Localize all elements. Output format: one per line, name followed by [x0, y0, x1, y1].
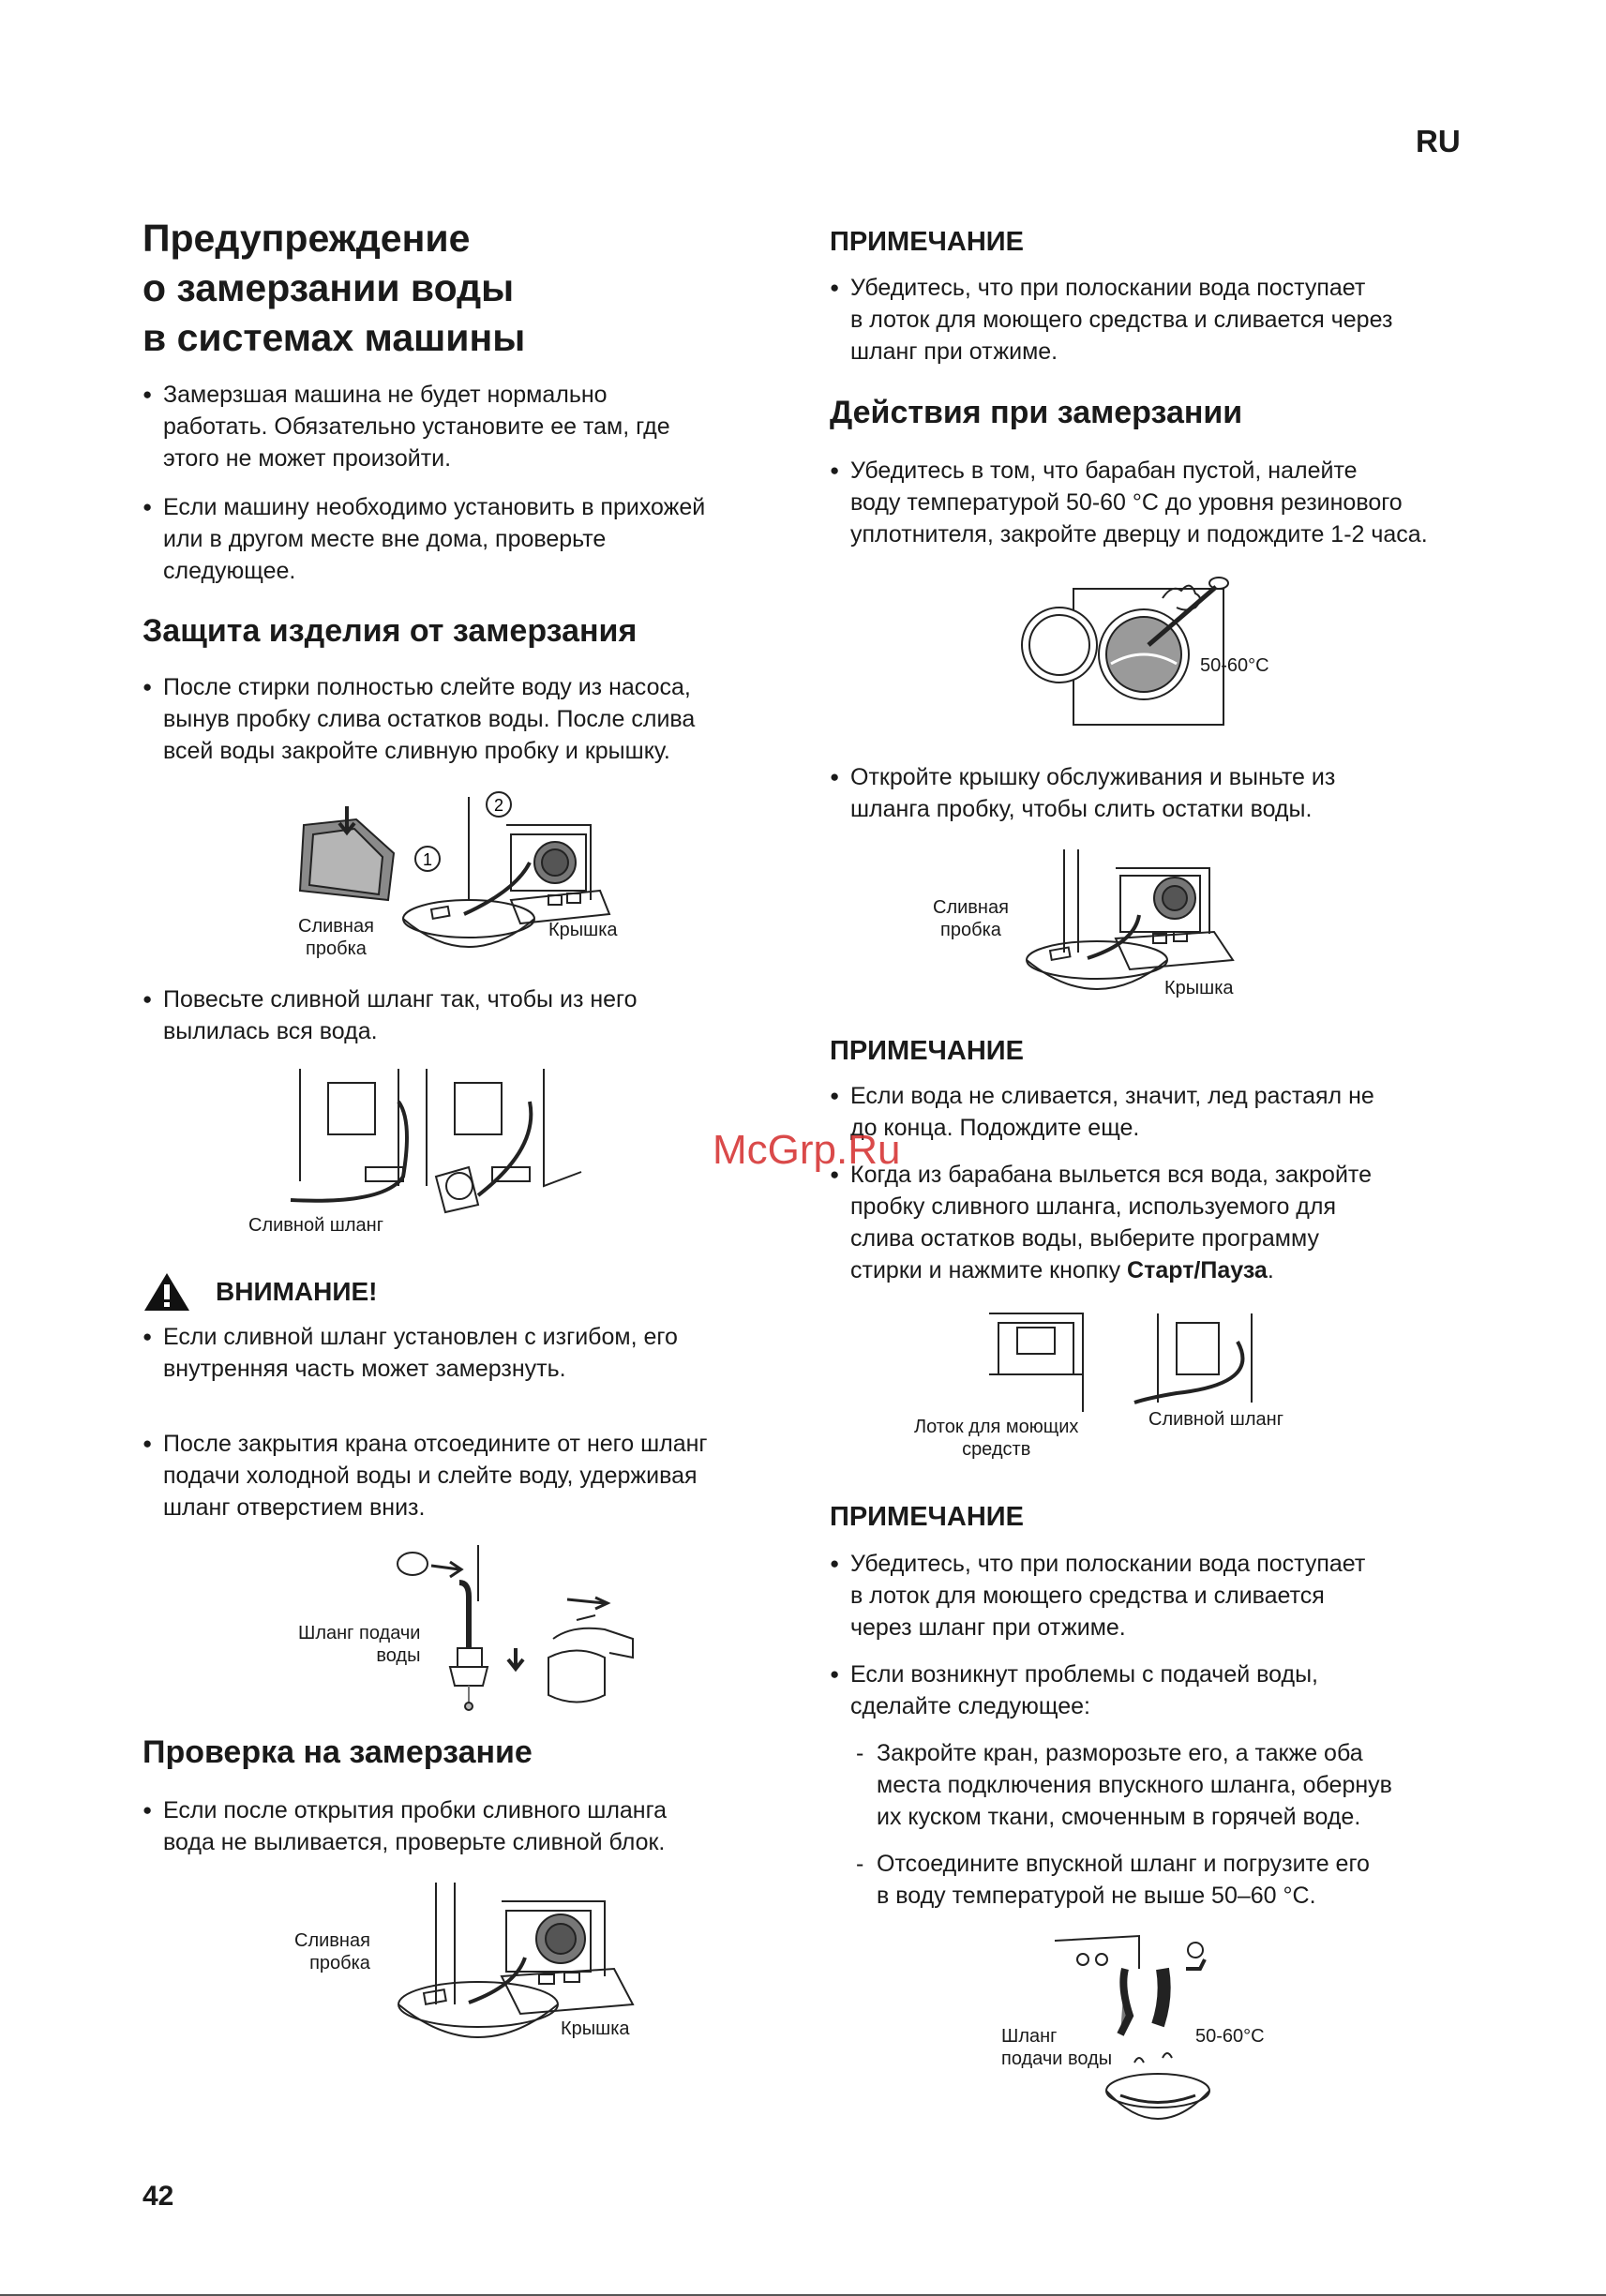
watermark: McGrp.Ru: [713, 1127, 901, 1173]
bullet-item: [143, 1794, 799, 1858]
drain-hose-illustration: [272, 1064, 591, 1223]
text-line: шланг при отжиме.: [850, 338, 1058, 365]
text-line: ● Когда из барабана выльется вся вода, закройте: [850, 1162, 1372, 1188]
warning-bullet-2: [143, 1428, 799, 1523]
start-pause-label: Старт/Пауза: [1127, 1257, 1268, 1283]
intro-bullet: [143, 491, 799, 587]
text-line: уплотнителя, закройте дверцу и подождите 1-2 часа.: [850, 521, 1428, 548]
drain-plug-label-3: [933, 896, 1009, 941]
drain-hose-label-2: Сливной шланг: [1148, 1409, 1283, 1430]
bullet-item: [143, 983, 799, 1047]
caption-line: Лоток для моющих: [914, 1417, 1079, 1437]
text-line: ● Если возникнут проблемы с подачей воды,: [850, 1661, 1318, 1688]
title-line: Предупреждение: [143, 217, 471, 260]
title-line: о замерзании воды: [143, 266, 515, 309]
tray-and-hose-illustration: [989, 1309, 1270, 1421]
note-heading-3: ПРИМЕЧАНИЕ: [830, 1502, 1024, 1532]
protect-bullet: [143, 671, 799, 767]
protect-bullet-2: [143, 983, 799, 1047]
inlet-hose-label: [298, 1622, 420, 1667]
warning-bullet-1: [143, 1321, 799, 1385]
text-line: ● После закрытия крана отсоедините от него шланг: [163, 1431, 708, 1457]
text-line: внутренняя часть может замерзнуть.: [163, 1356, 566, 1382]
text-line: места подключения впускного шланга, обернув: [877, 1772, 1392, 1798]
text-line: работать. Обязательно установите ее там, где: [163, 413, 670, 440]
text-span: .: [1267, 1257, 1274, 1283]
text-line: сделайте следующее:: [850, 1693, 1090, 1719]
left-column: [143, 214, 789, 363]
inlet-hose-illustration: [394, 1545, 647, 1714]
text-line: ● Замерзшая машина не будет нормально: [163, 382, 608, 408]
text-line: следующее.: [163, 558, 296, 584]
text-line: ● Если после открытия пробки сливного шланга: [163, 1797, 668, 1823]
drain-plug-label-2: [294, 1929, 370, 1974]
text-line: этого не может произойти.: [163, 445, 452, 472]
text-line: до конца. Подождите еще.: [850, 1115, 1140, 1141]
caption-line: воды: [376, 1645, 421, 1666]
text-span: стирки и нажмите кнопку: [850, 1257, 1128, 1283]
text-line: ● После стирки полностью слейте воду из насоса,: [163, 674, 691, 700]
language-code: RU: [1416, 124, 1461, 158]
warning-icon: [143, 1271, 191, 1313]
inlet-temperature-label: 50-60°C: [1195, 2026, 1265, 2047]
text-line: ● Убедитесь в том, что барабан пустой, налейте: [850, 458, 1358, 484]
warning-header: [143, 1271, 799, 1313]
bullet-item: [143, 1321, 799, 1385]
text-line: слива остатков воды, выберите программу: [850, 1225, 1319, 1252]
caption-line: Сливная: [294, 1930, 370, 1951]
text-line: [850, 1254, 1505, 1286]
text-line: вынув пробку слива остатков воды. После слива: [163, 706, 696, 732]
bullet-item: [830, 761, 1505, 825]
warning-title: ВНИМАНИЕ!: [216, 1277, 378, 1306]
drum-fill-illustration: [1017, 570, 1233, 729]
text-line: - Отсоедините впускной шланг и погрузите его: [877, 1851, 1370, 1877]
svg-text:1: 1: [422, 850, 433, 869]
text-line: в лоток для моющего средства и сливается: [850, 1583, 1325, 1609]
bullet-item: [830, 1548, 1505, 1643]
caption-line: пробка: [940, 920, 1001, 940]
caption-line: Сливная: [933, 897, 1009, 918]
caption-line: средств: [962, 1439, 1031, 1460]
intro-list: [143, 379, 799, 587]
bullet-item: [143, 671, 799, 767]
note-heading-1: ПРИМЕЧАНИЕ: [830, 227, 1024, 257]
note-heading-2: ПРИМЕЧАНИЕ: [830, 1036, 1024, 1066]
step-1-marker: [415, 847, 440, 871]
section-title: [143, 214, 789, 363]
actions-heading: Действия при замерзании: [830, 395, 1243, 430]
drain-plug-label: [298, 915, 374, 960]
bullet-item: [830, 1658, 1505, 1722]
text-line: вылилась вся вода.: [163, 1018, 378, 1044]
detergent-tray-label: [914, 1416, 1078, 1461]
caption-line: Сливная: [298, 916, 374, 937]
protect-heading: Защита изделия от замерзания: [143, 613, 638, 649]
drum-temperature-label: 50-60°C: [1200, 655, 1269, 676]
cover-label: Крышка: [548, 920, 618, 940]
dash-item: [830, 1737, 1505, 1833]
caption-line: пробка: [306, 938, 367, 959]
caption-line: Шланг: [1001, 2026, 1058, 2047]
bullet-item: [830, 1159, 1505, 1286]
step-2-marker: [487, 792, 511, 817]
text-line: пробку сливного шланга, используемого для: [850, 1193, 1337, 1220]
inlet-hose-label-2: [1001, 2025, 1112, 2070]
text-line: шланг отверстием вниз.: [163, 1494, 426, 1521]
text-line: ● Если машину необходимо установить в прихожей: [163, 494, 706, 520]
cover-label-3: Крышка: [1164, 978, 1234, 998]
bullet-item: [830, 1080, 1505, 1144]
intro-bullet: [143, 379, 799, 474]
text-line: или в другом месте вне дома, проверьте: [163, 526, 607, 552]
cover-label-2: Крышка: [561, 2018, 630, 2039]
bullet-item: [143, 1428, 799, 1523]
check-bullet: [143, 1794, 799, 1858]
text-line: - Закройте кран, разморозьте его, а также оба: [877, 1740, 1363, 1766]
actions-bullet-1: [830, 455, 1505, 550]
page-number: 42: [143, 2181, 174, 2212]
text-line: ● Убедитесь, что при полоскании вода поступает: [850, 275, 1366, 301]
text-line: воду температурой 50-60 °С до уровня резинового: [850, 489, 1403, 516]
title-line: в системах машины: [143, 316, 526, 359]
text-line: подачи холодной воды и слейте воду, удерживая: [163, 1463, 698, 1489]
text-line: шланга пробку, чтобы слить остатки воды.: [850, 796, 1313, 822]
text-line: вода не выливается, проверьте сливной блок.: [163, 1829, 666, 1855]
text-line: в лоток для моющего средства и сливается через: [850, 307, 1393, 333]
svg-text:2: 2: [493, 796, 504, 815]
note-2-list: [830, 1080, 1505, 1286]
text-line: в воду температурой не выше 50–60 °С.: [877, 1883, 1316, 1909]
text-line: ● Откройте крышку обслуживания и выньте из: [850, 764, 1336, 790]
note-3-list: [830, 1548, 1505, 1912]
dash-item: [830, 1848, 1505, 1912]
text-line: ● Если вода не сливается, значит, лед растаял не: [850, 1083, 1374, 1109]
text-line: их куском ткани, смоченным в горячей воде.: [877, 1804, 1361, 1830]
drain-hose-label: Сливной шланг: [248, 1215, 383, 1236]
text-line: через шланг при отжиме.: [850, 1614, 1126, 1641]
check-heading: Проверка на замерзание: [143, 1734, 533, 1770]
caption-line: Шланг подачи: [298, 1623, 421, 1643]
bullet-item: [830, 455, 1505, 550]
note-1-bullet: [830, 272, 1505, 368]
text-line: ● Убедитесь, что при полоскании вода поступает: [850, 1551, 1366, 1577]
bullet-item: [830, 272, 1505, 368]
text-line: ● Если сливной шланг установлен с изгибом, его: [163, 1324, 678, 1350]
text-line: ● Повесьте сливной шланг так, чтобы из него: [163, 986, 638, 1013]
caption-line: подачи воды: [1001, 2048, 1113, 2069]
text-line: всей воды закройте сливную пробку и крышку.: [163, 738, 670, 764]
actions-bullet-2: [830, 761, 1505, 825]
caption-line: пробка: [309, 1953, 370, 1973]
